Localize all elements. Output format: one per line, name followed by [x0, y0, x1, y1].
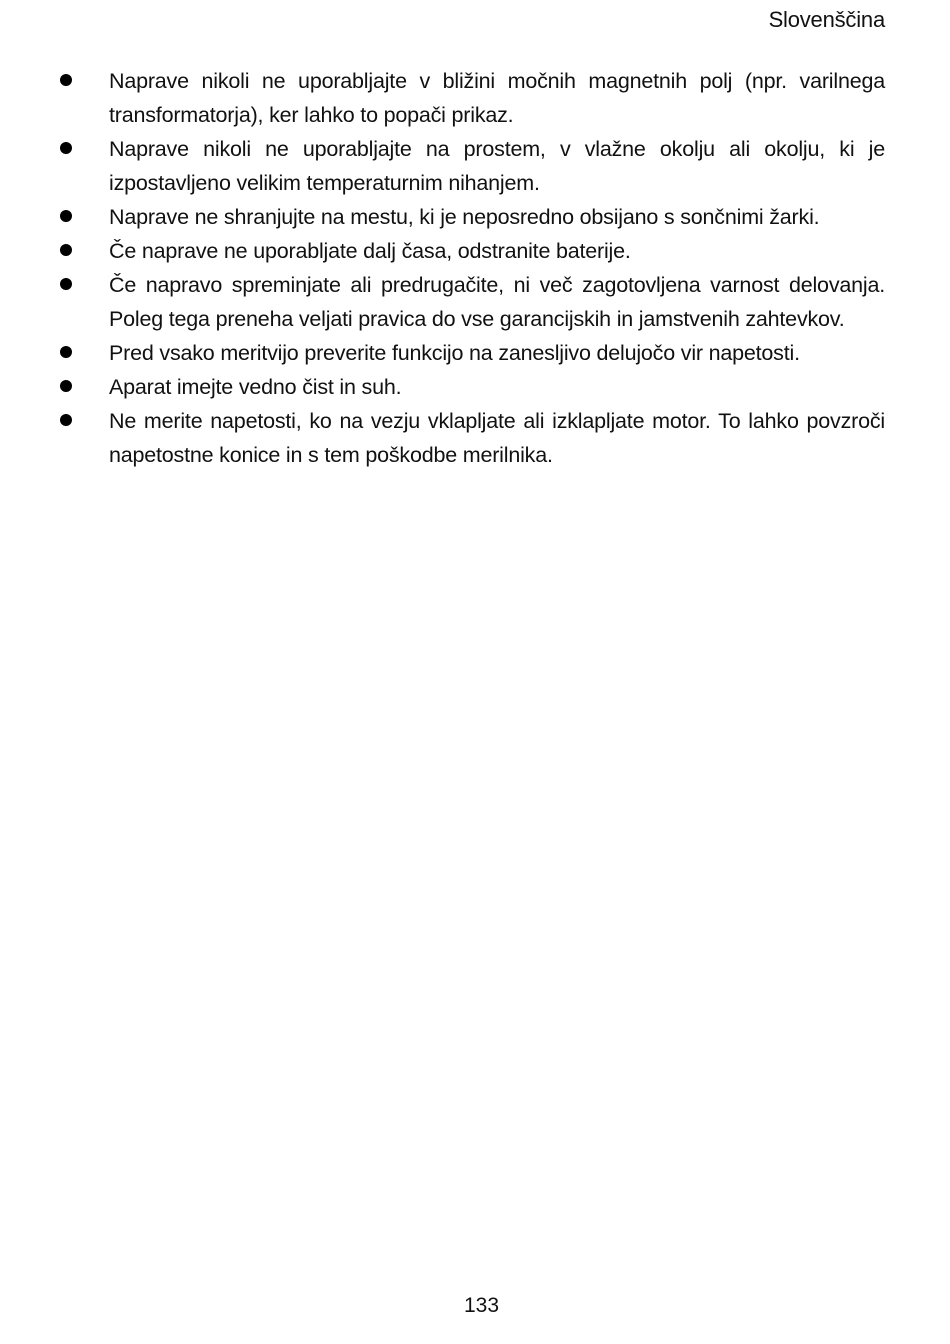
- bullet-icon: [60, 380, 72, 392]
- list-item: [57, 268, 885, 336]
- list-item: [57, 370, 885, 404]
- bullet-icon: [60, 414, 72, 426]
- safety-instructions-list: [57, 64, 885, 472]
- page-number: 133: [463, 1294, 500, 1317]
- list-item-text: Naprave nikoli ne uporabljajte na prostem, v vlažne okolju ali okolju, ki je izpostavljeno velikim temperaturnim nihanjem.: [109, 137, 885, 195]
- list-item: [57, 132, 885, 200]
- list-item-text: Naprave ne shranjujte na mestu, ki je neposredno obsijano s sončnimi žarki.: [109, 205, 820, 229]
- list-item: [57, 404, 885, 472]
- list-item-text: Pred vsako meritvijo preverite funkcijo na zanesljivo delujočo vir napetosti.: [109, 341, 800, 365]
- list-item: [57, 200, 885, 234]
- list-item-text: Naprave nikoli ne uporabljajte v bližini močnih magnetnih polj (npr. varilnega transformatorja), ker lahko to popači prikaz.: [109, 69, 885, 127]
- list-item: [57, 234, 885, 268]
- bullet-icon: [60, 142, 72, 154]
- language-header: Slovenščina: [768, 7, 885, 32]
- list-item-text: Ne merite napetosti, ko na vezju vklapljate ali izklapljate motor. To lahko povzroči napetostne konice in s tem poškodbe merilnika.: [109, 409, 885, 467]
- bullet-icon: [60, 210, 72, 222]
- list-item: [57, 336, 885, 370]
- bullet-icon: [60, 244, 72, 256]
- bullet-icon: [60, 346, 72, 358]
- bullet-icon: [60, 278, 72, 290]
- list-item-text: Če naprave ne uporabljate dalj časa, odstranite baterije.: [109, 239, 631, 263]
- list-item-text: Aparat imejte vedno čist in suh.: [109, 375, 402, 399]
- list-item: [57, 64, 885, 132]
- bullet-icon: [60, 74, 72, 86]
- list-item-text: Če napravo spreminjate ali predrugačite, ni več zagotovljena varnost delovanja. Poleg tega preneha veljati pravica do vse garancijskih in jamstvenih zahtevkov.: [109, 273, 885, 331]
